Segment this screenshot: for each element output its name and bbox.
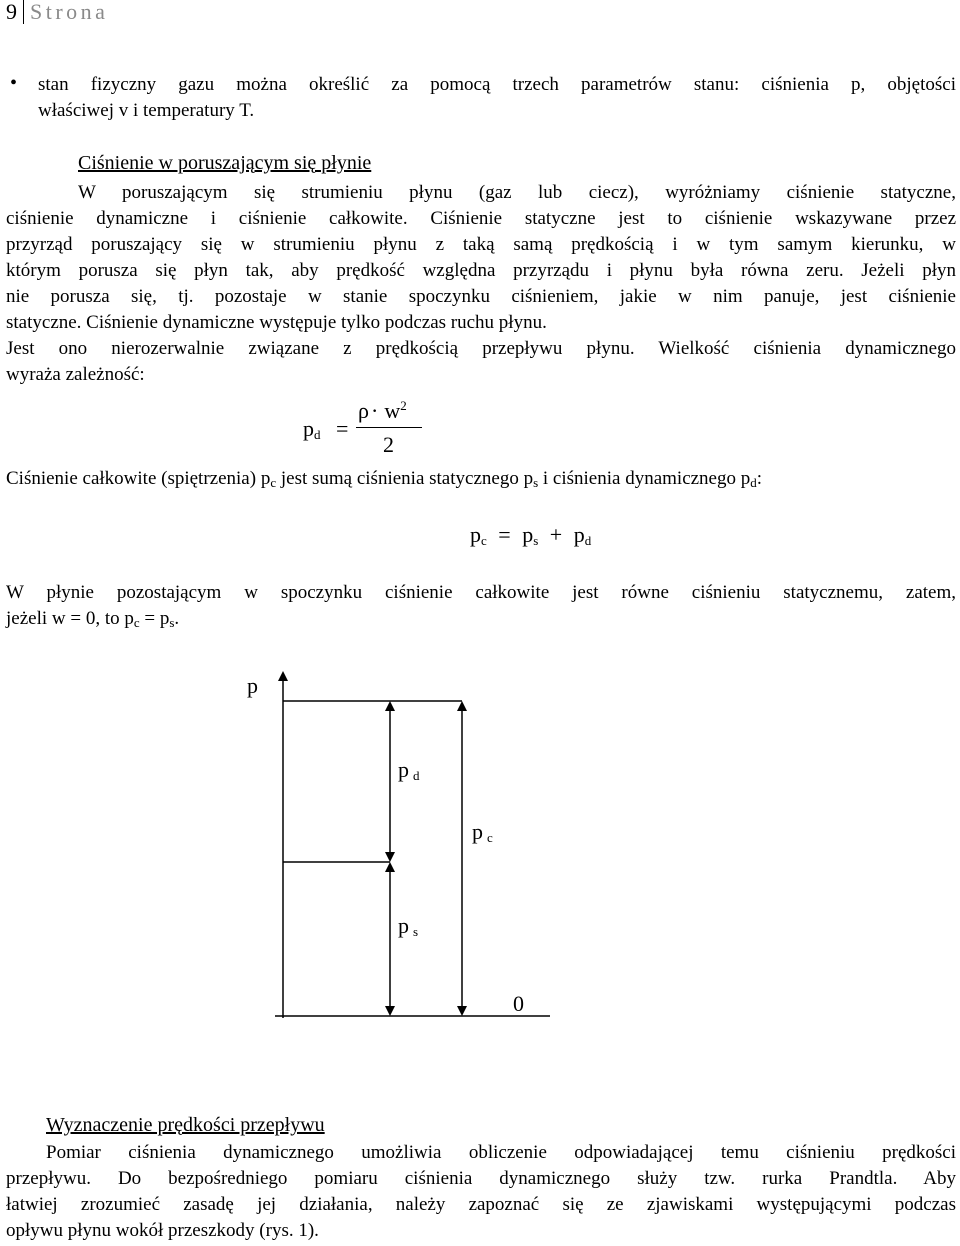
- label-static-pressure: p $_s$: [398, 913, 419, 939]
- rest-line-2: jeżeli w = 0, to $p_c = p_s$.: [6, 608, 180, 630]
- body-line-7: Jest ono nierozerwalnie związane z prędkością przepływu płynu. Wielkość ciśnienia dynamicznego: [6, 338, 956, 359]
- body-line-1: W poruszającym się strumieniu płynu (gaz lub ciecz), wyróżniamy ciśnienie statyczne,: [78, 182, 956, 203]
- rest-line-1: W płynie pozostającym w spoczynku ciśnienie całkowite jest równe ciśnieniu statycznemu, zatem,: [6, 582, 956, 603]
- label-total-pressure: p $_c$: [472, 819, 493, 845]
- section-body-velocity: [6, 1140, 956, 1244]
- body-line-5: nie porusza się, tj. pozostaje w stanie spoczynku ciśnieniem, jakie w nim panuje, jest ciśnienie: [6, 286, 956, 307]
- velocity-line-3: łatwiej zrozumieć zasadę jej działania, należy zapoznać się ze zjawiskami występującymi podczas: [6, 1194, 956, 1215]
- velocity-line-4: opływu płynu wokół przeszkody (rys. 1).: [6, 1220, 319, 1241]
- body-line-2: ciśnienie dynamiczne i ciśnienie całkowite. Ciśnienie statyczne jest to ciśnienie wskazywane przez: [6, 208, 956, 229]
- body-line-4: którym porusza się płyn tak, aby prędkość względna przyrządu i płynu była równa zeru. Jeżeli płyn: [6, 260, 956, 281]
- section-heading-pressure: Ciśnienie w poruszającym się płynie: [78, 152, 372, 174]
- bullet-line-2: właściwej v i temperatury T.: [38, 100, 255, 121]
- body-line-8: wyraża zależność:: [6, 364, 145, 385]
- bullet-symbol: •: [10, 72, 18, 94]
- formula-dynamic-lhs: $p_d$: [303, 416, 321, 442]
- formula-dynamic-denominator: 2: [383, 432, 394, 457]
- label-dynamic-pressure: p $_d$: [398, 757, 420, 783]
- axis-label-p: p: [247, 673, 258, 698]
- page-label: Strona: [30, 0, 109, 24]
- label-zero: 0: [513, 991, 524, 1016]
- bullet-line-1: stan fizyczny gazu można określić za pomocą trzech parametrów stanu: ciśnienia p, objętości: [38, 74, 956, 95]
- body-line-6: statyczne. Ciśnienie dynamiczne występuje tylko podczas ruchu płynu.: [6, 312, 547, 333]
- body-line-3: przyrząd poruszający się w strumieniu płynu z taką samą prędkością i w tym samym kierunku, w: [6, 234, 956, 255]
- velocity-line-1: Pomiar ciśnienia dynamicznego umożliwia obliczenie odpowiadającej temu ciśnieniu prędkości: [46, 1142, 956, 1163]
- total-pressure-sentence: Ciśnienie całkowite (spiętrzenia) $p_c$ jest sumą ciśnienia statycznego $p_s$ i ciśnienia dynamicznego $p_d$:: [6, 468, 763, 490]
- formula-dynamic-numerator: $\rho\cdot w^2$: [358, 398, 407, 423]
- formula-dynamic-equals: =: [336, 416, 349, 441]
- formula-total-pressure: $p_c = p_s + p_d$: [470, 522, 592, 548]
- page-number: 9: [6, 0, 24, 24]
- velocity-line-2: przepływu. Do bezpośredniego pomiaru ciśnienia dynamicznego służy tzw. rurka Prandtla. Aby: [6, 1168, 956, 1189]
- section-heading-velocity: Wyznaczenie prędkości przepływu: [46, 1114, 325, 1136]
